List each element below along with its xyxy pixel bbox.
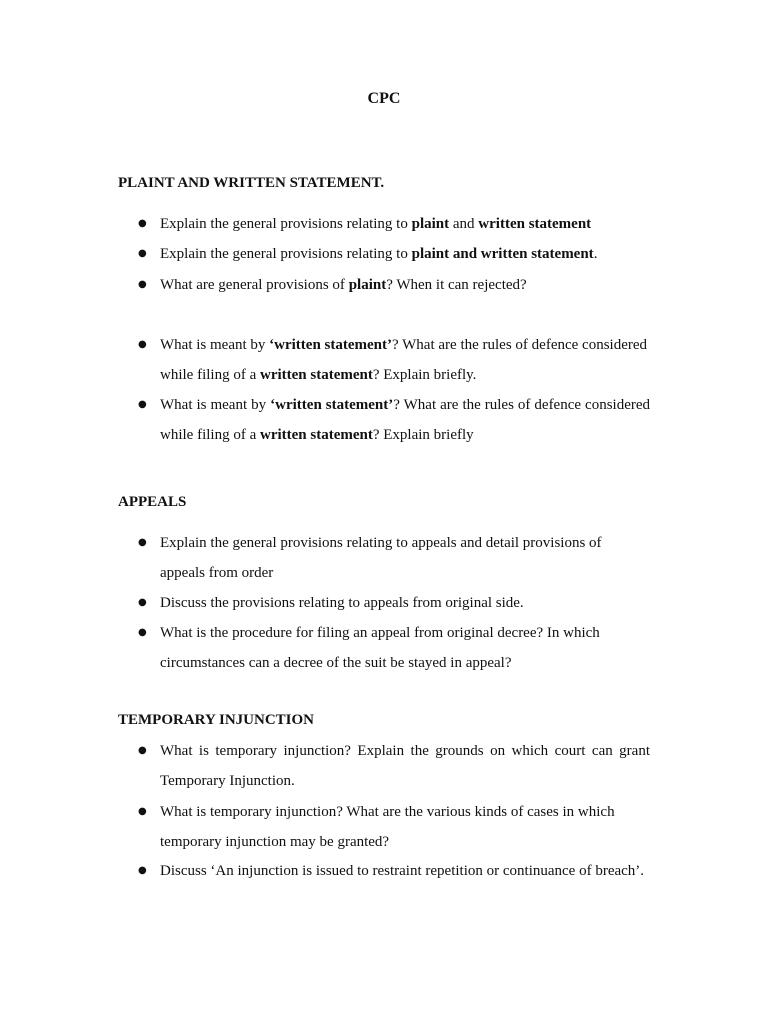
list-item (138, 330, 650, 390)
list-item-text: Explain the general provisions relating to plaint and written statement (160, 216, 592, 232)
list-item-text: What is the procedure for filing an appeal from original decree? In which circumstances can a decree of the suit be stayed in appeal? (160, 625, 600, 671)
bullet-icon: ● (138, 597, 147, 608)
document-title: CPC (367, 90, 401, 107)
bullet-icon: ● (138, 745, 147, 756)
list-item-text: What is meant by ‘written statement’? What are the rules of defence considered while filing of a written statement? Explain briefly. (160, 337, 648, 383)
list-item (138, 797, 650, 857)
bullet-icon: ● (138, 806, 147, 817)
bullet-icon: ● (138, 339, 147, 350)
list-item (138, 736, 650, 796)
list-item (138, 209, 650, 239)
section-heading-appeals: APPEALS (118, 494, 187, 510)
list-item (138, 390, 650, 450)
list-item (138, 618, 650, 678)
list-item-text: What are general provisions of plaint? When it can rejected? (160, 277, 527, 293)
bullet-icon: ● (138, 865, 147, 876)
list-item (138, 270, 650, 300)
bullet-icon: ● (138, 537, 147, 548)
list-item (138, 528, 650, 588)
list-item-text: What is meant by ‘written statement’? What are the rules of defence considered while filing of a written statement? Explain briefly (160, 397, 651, 443)
list-item-text: Explain the general provisions relating to appeals and detail provisions of appeals from order (160, 535, 602, 581)
bullet-icon: ● (138, 279, 147, 290)
list-item-text: Discuss the provisions relating to appeals from original side. (160, 595, 524, 611)
bullet-icon: ● (138, 248, 147, 259)
list-item-text: What is temporary injunction? What are the various kinds of cases in which temporary injunction may be granted? (160, 804, 615, 850)
section-heading-plaint: PLAINT AND WRITTEN STATEMENT. (118, 175, 385, 191)
list-item (138, 856, 650, 886)
bullet-icon: ● (138, 627, 147, 638)
list-item-text: What is temporary injunction? Explain the grounds on which court can grant Temporary Injunction. (160, 743, 650, 789)
bullet-icon: ● (138, 399, 147, 410)
bullet-icon: ● (138, 218, 147, 229)
section-heading-temporary-injunction: TEMPORARY INJUNCTION (118, 712, 315, 728)
list-item-text: Explain the general provisions relating to plaint and written statement. (160, 246, 598, 262)
list-item (138, 239, 650, 269)
list-item-text: Discuss ‘An injunction is issued to restraint repetition or continuance of breach’. (160, 863, 645, 879)
list-item (138, 588, 650, 618)
